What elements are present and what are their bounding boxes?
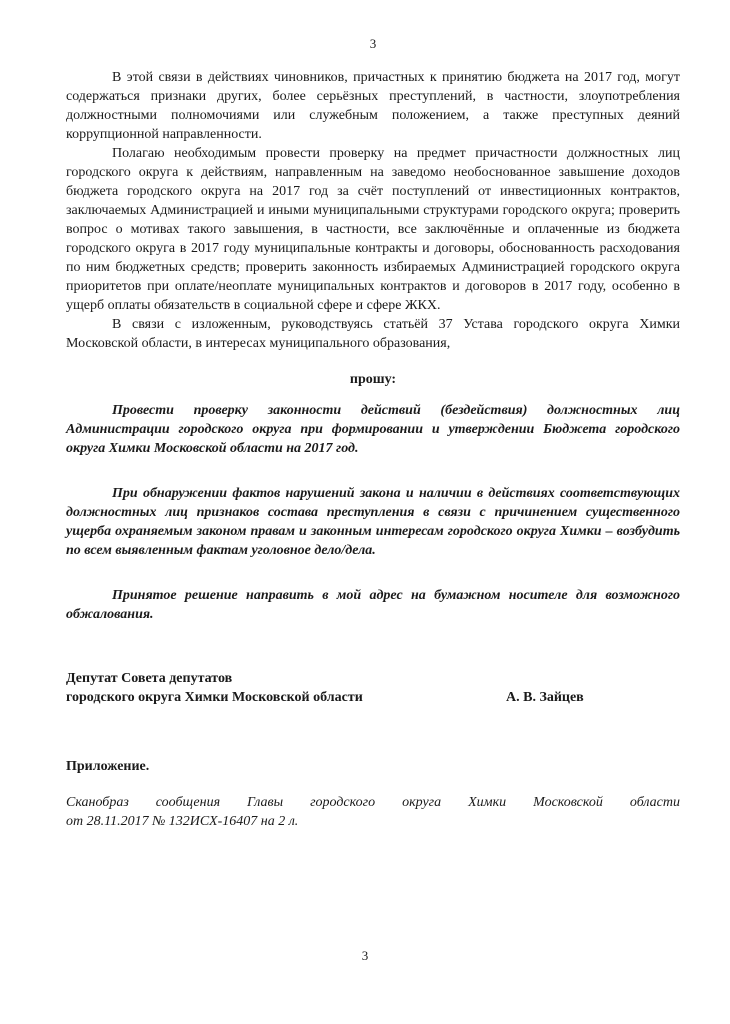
appendix-line-1: Сканобраз сообщения Главы городского округа Химки Московской области xyxy=(66,795,680,810)
request-item-1: Провести проверку законности действий (бездействия) должностных лиц Администрации городского округа при формировании и утверждении Бюджета городского округа Химки Московской области на 2017 год. xyxy=(66,403,680,456)
appendix-text xyxy=(66,793,680,831)
request-heading: прошу: xyxy=(349,372,397,387)
appendix-title: Приложение. xyxy=(66,759,150,774)
signature-position: Депутат Совета депутатов xyxy=(66,671,233,686)
page-number-top: 3 xyxy=(369,36,377,51)
body-paragraph-3: В связи с изложенным, руководствуясь статьёй 37 Устава городского округа Химки Московской области, в интересах муниципального образования, xyxy=(66,317,680,351)
request-item-3: Принятое решение направить в мой адрес на бумажном носителе для возможного обжалования. xyxy=(66,588,680,622)
signature-block xyxy=(66,669,680,707)
request-item-2: При обнаружении фактов нарушений закона и наличии в действиях соответствующих должностных лиц признаков состава преступления в связи с причинением существенного ущерба охраняемым законом правам и законным интересам городского округа Химки – возбудить по всем выявленным фактам уголовное дело/дела. xyxy=(66,486,680,558)
body-paragraph-2: Полагаю необходимым провести проверку на предмет причастности должностных лиц городского округа к действиям, направленным на заведомо необоснованное завышение доходов бюджета городского округа на 2017 год за счёт поступлений от инвестиционных контрактов, заключаемых Администрацией и иными муниципальными структурами городского округа; проверить вопрос о мотивах такого завышения, в частности, все заключённые и оплаченные из бюджета городского округа в 2017 году муниципальные контракты и договоры, обоснованность расходования по ним бюджетных средств; проверить законность избираемых Администрацией городского округа приоритетов при оплате/неоплате муниципальных контрактов и договоров в 2017 году, особенно в ущерб оплаты обязательств в социальной сфере и сфере ЖКХ. xyxy=(66,146,680,313)
page-number-bottom: 3 xyxy=(361,948,369,963)
body-paragraph-1: В этой связи в действиях чиновников, причастных к принятию бюджета на 2017 год, могут содержаться признаки других, более серьёзных преступлений, в частности, злоупотребления должностными полномочиями или служебным положением, а также преступных деяний коррупционной направленности. xyxy=(66,70,680,142)
signature-name: А. В. Зайцев xyxy=(506,690,584,705)
appendix-line-2: от 28.11.2017 № 132ИСХ-16407 на 2 л. xyxy=(66,814,299,829)
signature-organization: городского округа Химки Московской области xyxy=(66,690,363,705)
